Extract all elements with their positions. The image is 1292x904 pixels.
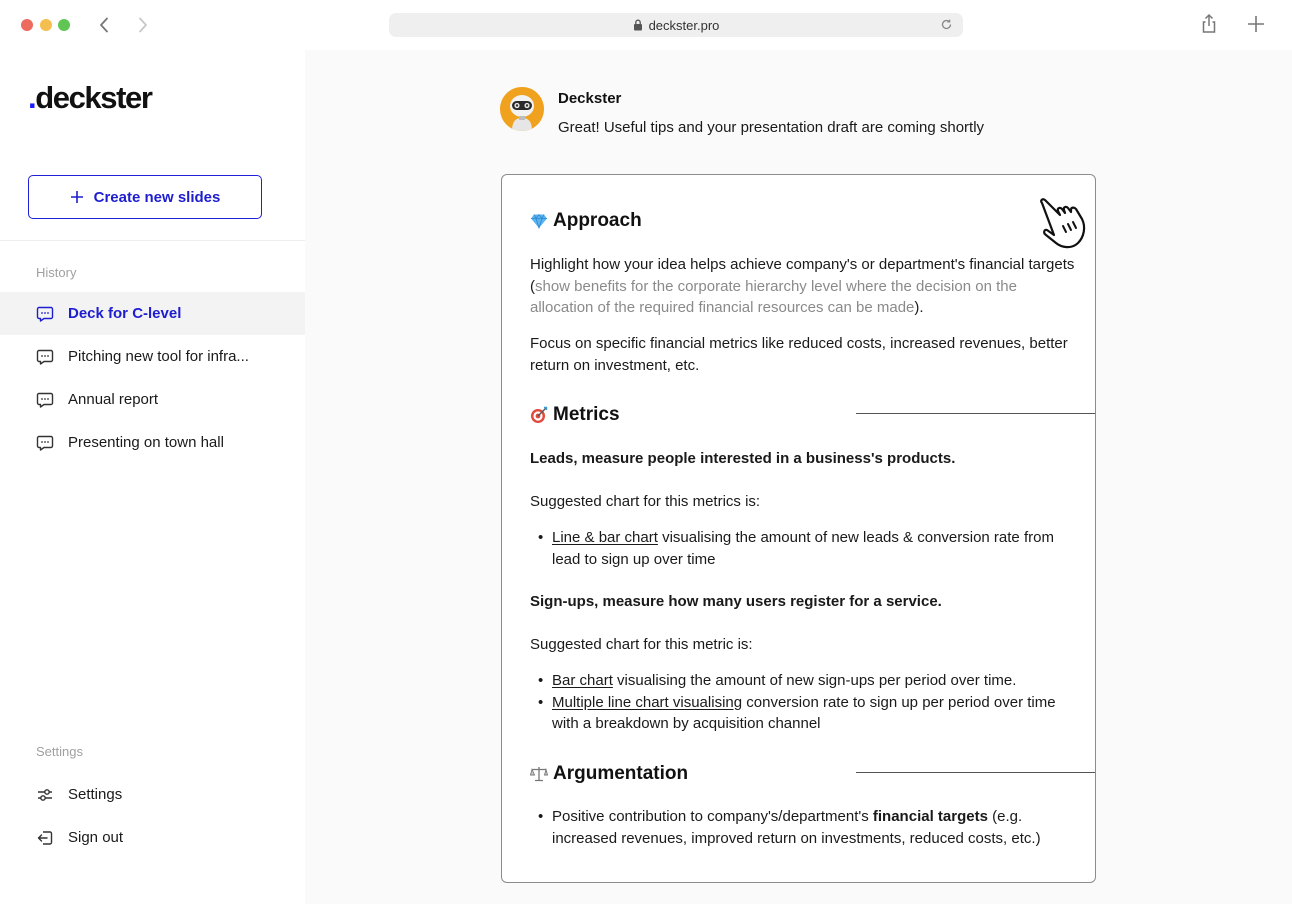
- metrics-divider: [856, 413, 1096, 414]
- forward-button[interactable]: [132, 14, 154, 36]
- list-item: • Multiple line chart visualising conversion rate to sign up per period over time with a breakdown by acquisition channel: [530, 692, 1075, 735]
- argumentation-title: Argumentation: [553, 763, 689, 784]
- line-bar-chart-link[interactable]: Line & bar chart: [552, 529, 658, 546]
- chat-bubble-icon: [36, 305, 54, 323]
- tips-card: [501, 174, 1096, 883]
- signups-chart-list: [530, 670, 1075, 735]
- bot-message: Great! Useful tips and your presentation draft are coming shortly: [558, 119, 985, 136]
- share-button[interactable]: [1199, 13, 1219, 40]
- reload-icon[interactable]: [940, 18, 953, 31]
- target-icon: [530, 406, 548, 424]
- plus-icon: [70, 190, 84, 204]
- approach-title: Approach: [553, 210, 642, 231]
- history-item-pitching-new-tool[interactable]: [0, 335, 305, 378]
- settings-section-label: Settings: [36, 744, 83, 759]
- back-button[interactable]: [93, 14, 115, 36]
- gem-icon: [530, 212, 548, 230]
- argumentation-list: [530, 806, 1075, 849]
- list-item: • Line & bar chart visualising the amount of new leads & conversion rate from lead to sign up over time: [530, 527, 1075, 570]
- list-item: • Positive contribution to company's/department's financial targets (e.g. increased revenues, improved return on investments, reduced costs, etc.): [530, 806, 1075, 849]
- sign-out-icon: [36, 829, 54, 847]
- history-item-deck-for-c-level[interactable]: [0, 292, 305, 335]
- deckster-logo[interactable]: .deckster: [28, 80, 152, 115]
- chevron-left-icon: [98, 17, 110, 33]
- bar-chart-link[interactable]: Bar chart: [552, 672, 613, 689]
- browser-toolbar: [0, 0, 1292, 50]
- lock-icon: [633, 19, 643, 31]
- hand-cursor-icon: [1036, 197, 1088, 256]
- leads-suggested-text: Suggested chart for this metrics is:: [530, 493, 761, 510]
- signups-heading: Sign-ups, measure how many users register for a service.: [530, 593, 942, 610]
- history-item-label: Deck for C-level: [68, 305, 182, 322]
- sign-out-item[interactable]: [0, 816, 305, 859]
- history-item-annual-report[interactable]: [0, 378, 305, 421]
- robot-avatar: [500, 87, 544, 131]
- sign-out-label: Sign out: [68, 829, 124, 846]
- url-text: deckster.pro: [648, 17, 720, 33]
- chat-bubble-icon: [36, 434, 54, 452]
- robot-icon: [500, 87, 544, 131]
- leads-chart-list: [530, 527, 1075, 570]
- new-tab-button[interactable]: [1245, 13, 1267, 40]
- leads-heading: Leads, measure people interested in a business's products.: [530, 450, 956, 467]
- bot-name: Deckster: [558, 90, 622, 107]
- minimize-window-button[interactable]: [40, 19, 52, 31]
- chevron-right-icon: [137, 17, 149, 33]
- metrics-title: Metrics: [553, 404, 620, 425]
- create-new-slides-label: Create new slides: [93, 188, 221, 206]
- sidebar-divider: [0, 240, 305, 241]
- settings-item-label: Settings: [68, 786, 123, 803]
- chat-bubble-icon: [36, 348, 54, 366]
- plus-icon: [1245, 13, 1267, 35]
- sliders-icon: [36, 786, 54, 804]
- address-bar[interactable]: [389, 13, 963, 37]
- create-new-slides-button[interactable]: [28, 175, 262, 219]
- metrics-heading: [530, 404, 620, 426]
- share-icon: [1199, 13, 1219, 35]
- history-item-label: Presenting on town hall: [68, 434, 224, 451]
- chat-bubble-icon: [36, 391, 54, 409]
- approach-paragraph-1: Highlight how your idea helps achieve company's or department's financial targets (show benefits for the corporate hierarchy level where the decision on the allocation of the required financial resources can be made).: [530, 256, 1075, 316]
- sidebar: [0, 50, 305, 904]
- list-item: • Bar chart visualising the amount of new sign-ups per period over time.: [530, 670, 1075, 692]
- multiple-line-chart-link[interactable]: Multiple line chart visualising: [552, 693, 743, 711]
- settings-item[interactable]: [0, 773, 305, 816]
- signups-suggested-text: Suggested chart for this metric is:: [530, 636, 753, 653]
- approach-heading: [530, 210, 642, 232]
- history-item-town-hall[interactable]: [0, 421, 305, 464]
- close-window-button[interactable]: [21, 19, 33, 31]
- balance-scale-icon: [530, 765, 548, 783]
- history-item-label: Annual report: [68, 391, 159, 408]
- argumentation-divider: [856, 772, 1096, 773]
- approach-paragraph-2: Focus on specific financial metrics like reduced costs, increased revenues, better return on investment, etc.: [530, 335, 1068, 374]
- history-item-label: Pitching new tool for infra...: [68, 348, 249, 365]
- argumentation-heading: [530, 763, 688, 785]
- chat-area: [305, 50, 1292, 904]
- maximize-window-button[interactable]: [58, 19, 70, 31]
- history-label: History: [36, 265, 77, 280]
